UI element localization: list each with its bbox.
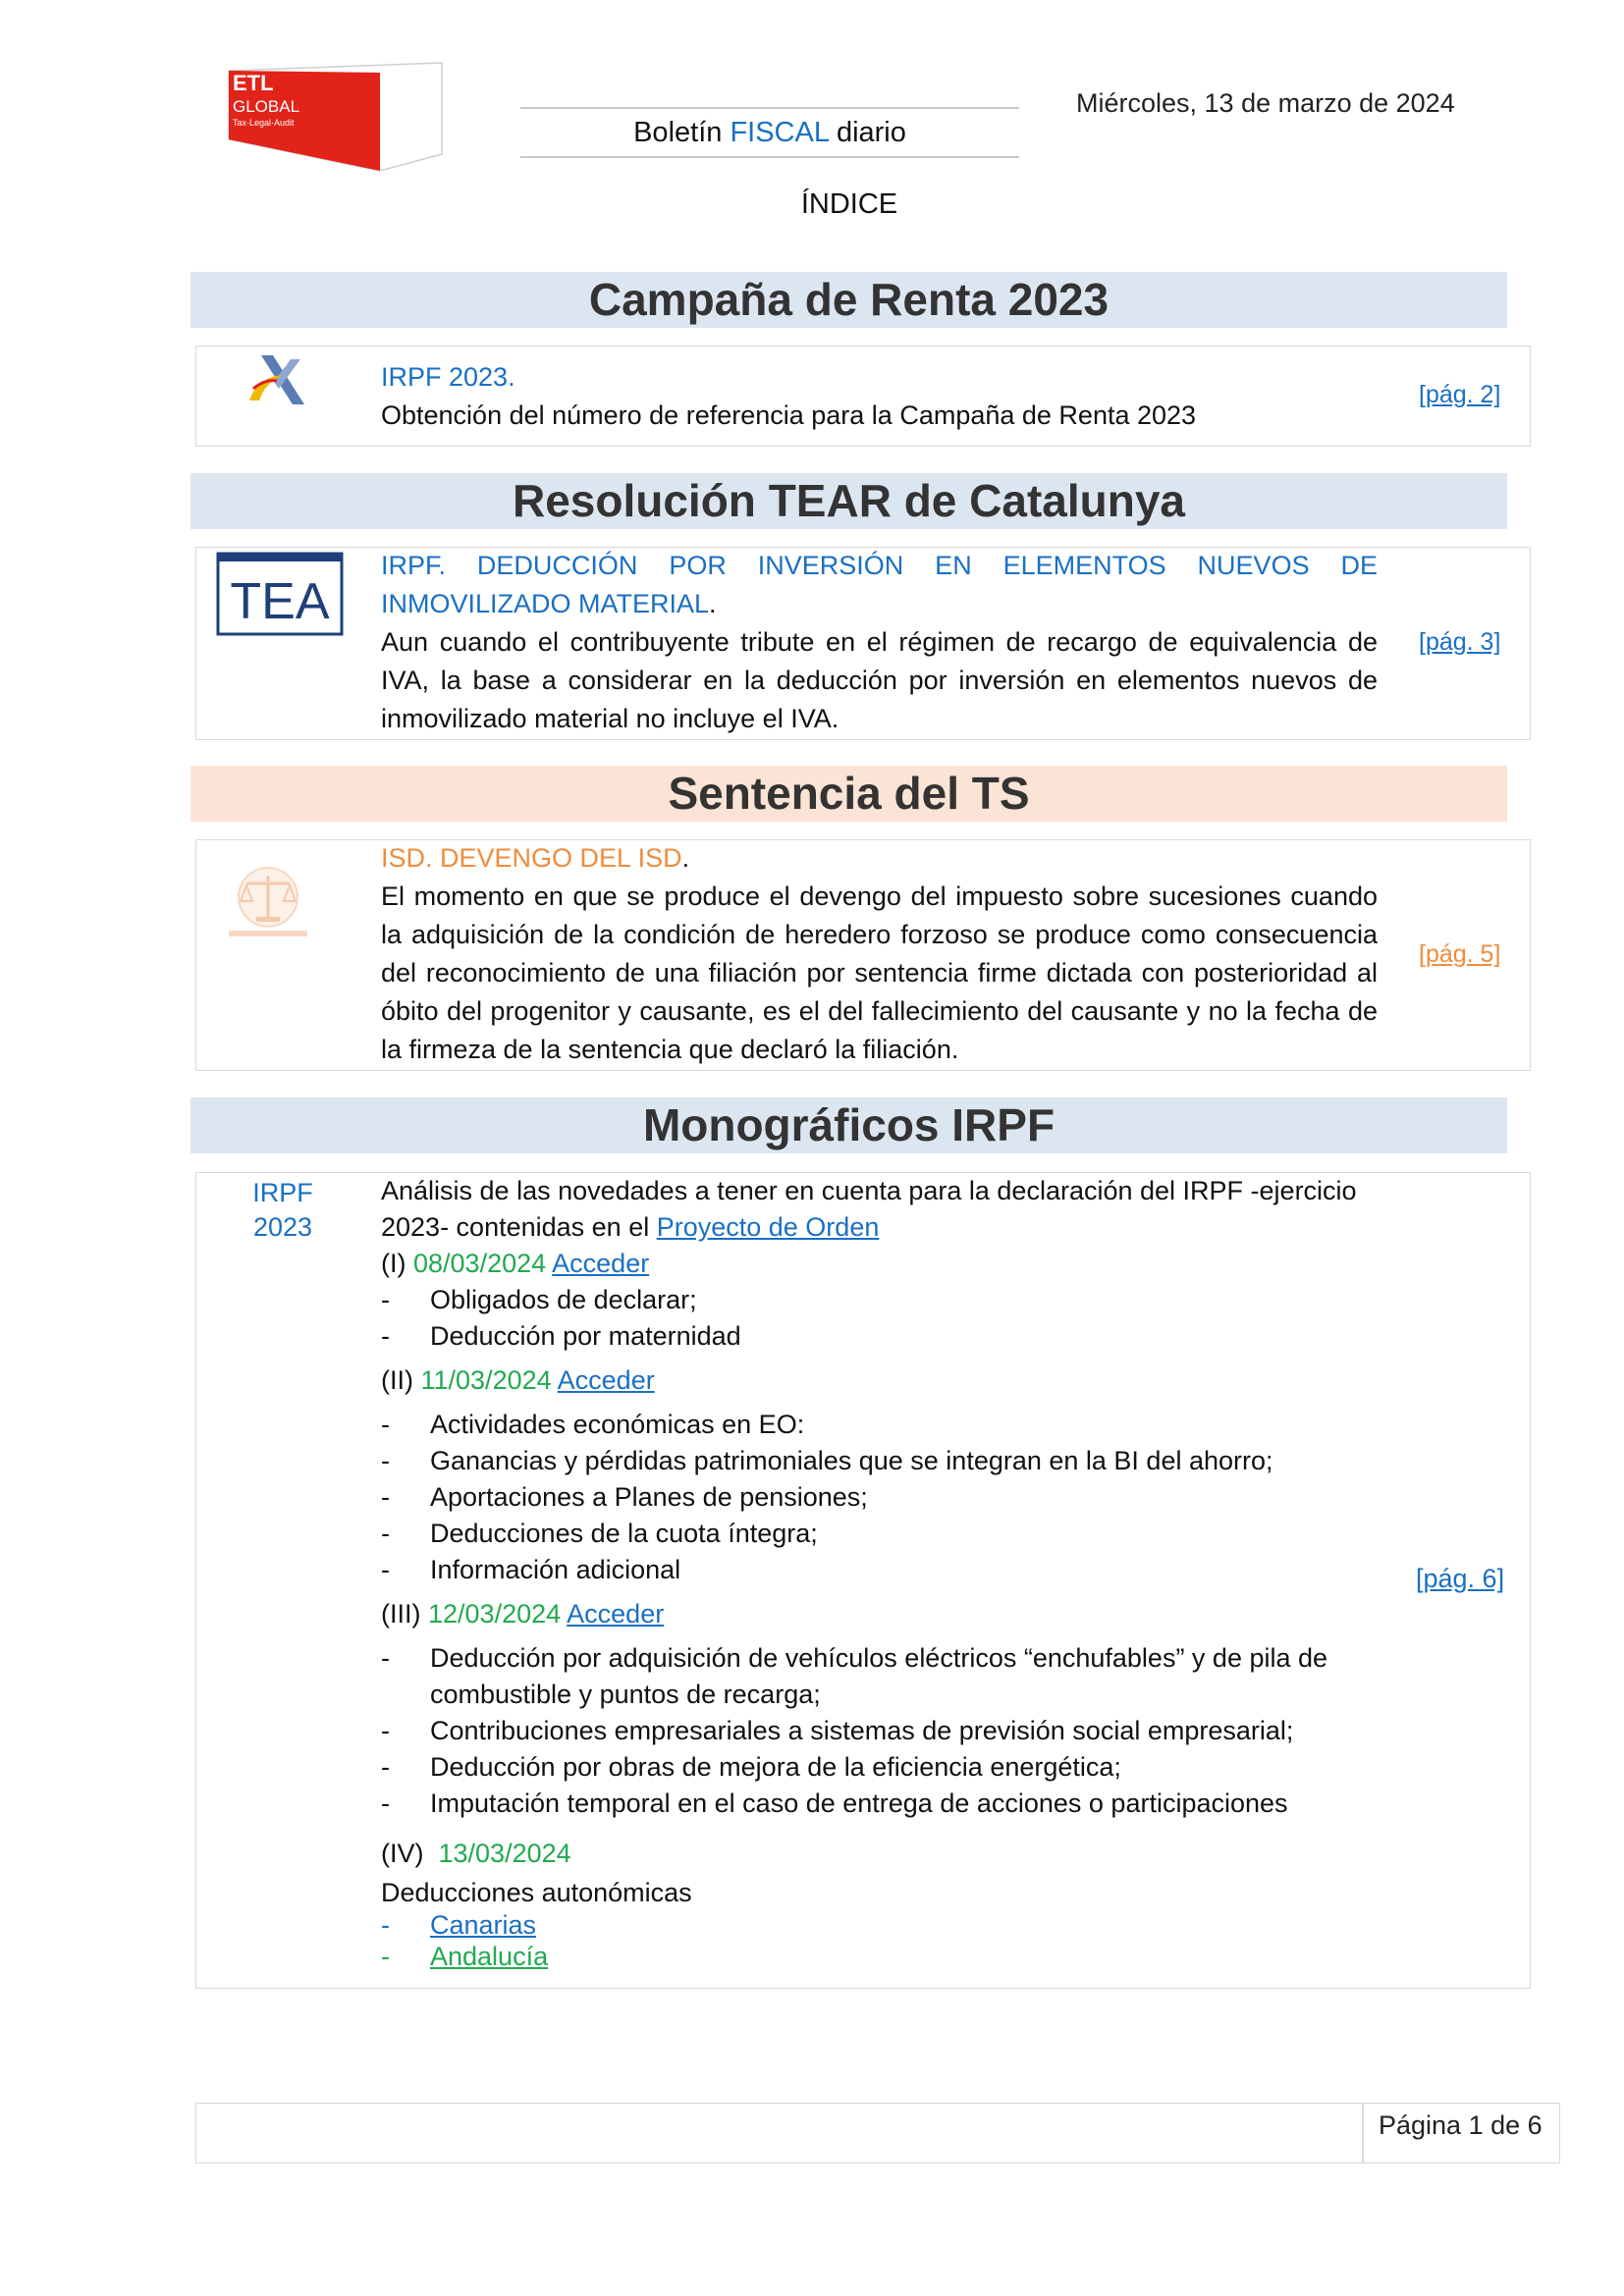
- page-ref-link-renta[interactable]: [pág. 2]: [1419, 381, 1501, 408]
- monograficos-content: Análisis de las novedades a tener en cuenta para la declaración del IRPF -ejercicio 2023- contenidas en el Proyecto de Orden (I) 08/03/2024 Acceder - Obligados de declarar; - Deducción por maternidad (II) 11/03/2024 Acceder - Actividades económicas en EO: - Ganancias y pérdidas patrimoniales que se integran en la BI del ahorro; - Aportaciones a Planes de pensiones; - Deducciones de la cuota íntegra; - Información adicional (III) 12/03/2024 Acceder - Deducción por adquisición de vehículos eléctricos “enchufables” y de pila de combustible y puntos de recarga; - Contribuciones empresariales a sistemas de previsión social empresarial; - Deducción por obras de mejora de la eficiencia energética; - Imputación temporal en el caso de entrega de acciones o participaciones (IV) 13/03/2024 Deducciones autonómicas - Canarias - Andalucía: [381, 1173, 1382, 1972]
- page-ref-link-monograficos[interactable]: [pág. 6]: [1416, 1564, 1505, 1593]
- part-3-list: [381, 1640, 1382, 1822]
- list-item: - Obligados de declarar;: [381, 1282, 1382, 1318]
- part-1-list: [381, 1282, 1382, 1355]
- part-4-header: (IV) 13/03/2024: [381, 1839, 571, 1868]
- part-1-header: (I) 08/03/2024 Acceder: [381, 1249, 650, 1278]
- list-item: - Deducción por maternidad: [381, 1318, 1382, 1355]
- bulletin-date: Miércoles, 13 de marzo de 2024: [1076, 88, 1455, 118]
- tea-logo-text: TEA: [230, 573, 330, 630]
- bulletin-title: Boletín FISCAL diario: [633, 117, 906, 148]
- list-item: - Deducciones de la cuota íntegra;: [381, 1516, 1382, 1552]
- monograficos-label: IRPF 2023: [252, 1178, 313, 1242]
- svg-text:Tax·Legal·Audit: Tax·Legal·Audit: [233, 118, 295, 128]
- aeat-logo-icon: [244, 349, 312, 410]
- list-item: - Aportaciones a Planes de pensiones;: [381, 1479, 1382, 1516]
- acceder-link-3[interactable]: Acceder: [567, 1599, 665, 1629]
- entry-body-tear: Aun cuando el contribuyente tribute en el régimen de recargo de equivalencia de IVA, la base a considerar en la deducción por inversión en elementos nuevos de inmovilizado material no incluye el IVA.: [381, 627, 1378, 733]
- section-heading-tear: Resolución TEAR de Catalunya: [190, 473, 1507, 529]
- entry-body-renta: Obtención del número de referencia para la Campaña de Renta 2023: [381, 400, 1197, 430]
- part-3-header: (III) 12/03/2024 Acceder: [381, 1599, 665, 1629]
- list-item: [381, 1909, 1382, 1941]
- etl-global-logo: [221, 61, 447, 171]
- entry-body-ts: El momento en que se produce el devengo del impuesto sobre sucesiones cuando la adquisición de la condición de heredero forzoso se produce como consecuencia del reconocimiento de una filiación por sentencia firme dictada con posterioridad al óbito del progenitor y causante, es el del fallecimiento del causante y no la fecha de la firmeza de la sentencia que declaró la filiación.: [381, 881, 1378, 1064]
- tea-logo-icon: [216, 550, 344, 638]
- page-ref-link-tear[interactable]: [pág. 3]: [1419, 628, 1501, 656]
- list-item: - Deducción por obras de mejora de la eficiencia energética;: [381, 1749, 1382, 1786]
- entry-title-ts: ISD. DEVENGO DEL ISD: [381, 843, 682, 873]
- list-item: - Deducción por adquisición de vehículos eléctricos “enchufables” y de pila de combustible y puntos de recarga;: [381, 1640, 1382, 1713]
- autonomic-links-list: [381, 1909, 1382, 1972]
- acceder-link-1[interactable]: Acceder: [552, 1249, 650, 1278]
- entry-title-renta: IRPF 2023.: [381, 362, 515, 392]
- footer-divider: [1362, 2103, 1364, 2163]
- section-heading-renta: Campaña de Renta 2023: [190, 272, 1507, 328]
- list-item: - Información adicional: [381, 1552, 1382, 1588]
- entry-title-tear: IRPF. DEDUCCIÓN POR INVERSIÓN EN ELEMENTOS NUEVOS DE INMOVILIZADO MATERIAL: [381, 551, 1378, 618]
- page-number: Página 1 de 6: [1379, 2110, 1543, 2140]
- svg-text:ETL: ETL: [233, 71, 274, 95]
- bulletin-title-box: [520, 107, 1019, 158]
- list-item: - Imputación temporal en el caso de entrega de acciones o participaciones: [381, 1786, 1382, 1822]
- list-item: - Contribuciones empresariales a sistemas de previsión social empresarial;: [381, 1713, 1382, 1749]
- list-item: [381, 1941, 1382, 1972]
- footer-box: [195, 2103, 1560, 2163]
- page-ref-link-ts[interactable]: [pág. 5]: [1419, 940, 1501, 968]
- part-2-header: (II) 11/03/2024 Acceder: [381, 1365, 655, 1395]
- index-heading: ÍNDICE: [800, 188, 898, 220]
- logo-wordmark: GLOBAL: [233, 97, 300, 116]
- list-item: - Ganancias y pérdidas patrimoniales que se integran en la BI del ahorro;: [381, 1443, 1382, 1479]
- part-2-list: [381, 1407, 1382, 1588]
- canarias-link[interactable]: Canarias: [430, 1910, 537, 1940]
- list-item: - Actividades económicas en EO:: [381, 1407, 1382, 1443]
- scales-of-justice-icon: [221, 862, 315, 940]
- autonomic-label: Deducciones autonómicas: [381, 1878, 692, 1907]
- andalucia-link[interactable]: Andalucía: [430, 1942, 549, 1971]
- section-heading-ts: Sentencia del TS: [190, 766, 1507, 822]
- acceder-link-2[interactable]: Acceder: [557, 1365, 655, 1395]
- section-heading-monograficos: Monográficos IRPF: [190, 1097, 1507, 1153]
- proyecto-de-orden-link[interactable]: Proyecto de Orden: [656, 1212, 880, 1242]
